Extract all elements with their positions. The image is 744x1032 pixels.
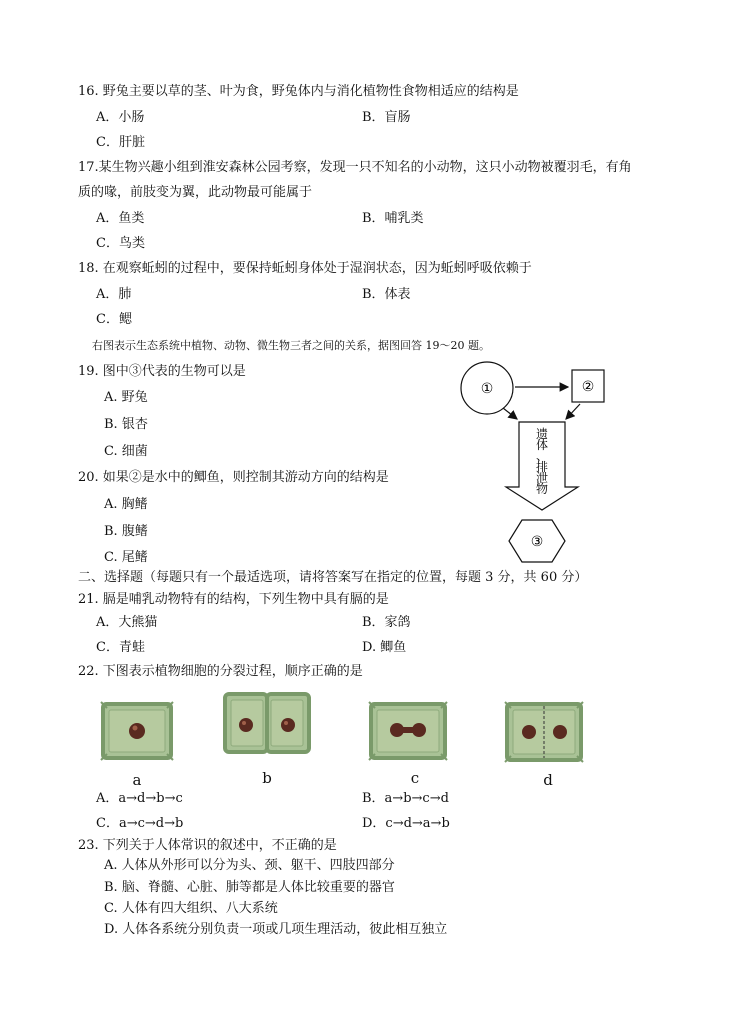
figure-note: 右图表示生态系统中植物、动物、微生物三者之间的关系，据图回答 19～20 题。 (92, 339, 490, 352)
q19-option-c[interactable]: C. 细菌 (104, 444, 148, 459)
node-1-label: ① (480, 381, 494, 397)
q20-option-b[interactable]: B. 腹鳍 (104, 524, 148, 539)
section-2-header: 二、选择题（每题只有一个最适选项，请将答案写在指定的位置，每题 3 分，共 60 分） (78, 570, 588, 585)
q23-option-c[interactable]: C. 人体有四大组织、八大系统 (104, 901, 278, 916)
block-arrow-label-char: 排 (535, 460, 549, 474)
q16-option-a[interactable]: A．小肠 (96, 110, 145, 125)
arrow-2-to-3 (566, 404, 580, 419)
q21-option-b[interactable]: B．家鸽 (362, 615, 411, 630)
q22-option-b[interactable]: B．a→b→c→d (362, 791, 449, 806)
ecosystem-diagram (455, 360, 605, 575)
q17-option-c[interactable]: C．鸟类 (96, 236, 145, 251)
arrow-1-to-3 (503, 408, 517, 419)
q19-option-a[interactable]: A. 野兔 (104, 390, 148, 405)
q23-stem: 23. 下列关于人体常识的叙述中，不正确的是 (78, 838, 337, 853)
q22-option-d[interactable]: D．c→d→a→b (362, 816, 450, 831)
q17-option-b[interactable]: B．哺乳类 (362, 211, 424, 226)
cell-label-a: a (132, 771, 142, 789)
q16-stem: 16. 野兔主要以草的茎、叶为食，野兔体内与消化植物性食物相适应的结构是 (78, 84, 519, 99)
block-arrow-label-char: 、 (535, 449, 549, 463)
q20-option-a[interactable]: A. 胸鳍 (104, 497, 148, 512)
block-arrow-label-char: 体 (535, 438, 549, 452)
q21-option-a[interactable]: A．大熊猫 (96, 615, 158, 630)
cell-label-b: b (262, 769, 272, 787)
q21-option-c[interactable]: C．青蛙 (96, 640, 145, 655)
cell-c (369, 702, 447, 760)
block-arrow-label-char: 遗 (535, 427, 549, 441)
q18-option-b[interactable]: B．体表 (362, 287, 411, 302)
cell-a (101, 702, 173, 760)
q17-option-a[interactable]: A．鱼类 (96, 211, 145, 226)
q23-option-d[interactable]: D. 人体各系统分别负责一项或几项生理活动，彼此相互独立 (104, 922, 448, 937)
q23-option-a[interactable]: A. 人体从外形可以分为头、颈、躯干、四肢四部分 (104, 858, 395, 873)
q16-option-c[interactable]: C．肝脏 (96, 135, 145, 150)
node-2-label: ② (581, 379, 595, 395)
q18-stem: 18. 在观察蚯蚓的过程中，要保持蚯蚓身体处于湿润状态，因为蚯蚓呼吸依赖于 (78, 261, 532, 276)
q21-option-d[interactable]: D. 鲫鱼 (362, 640, 407, 655)
q21-stem: 21. 膈是哺乳动物特有的结构，下列生物中具有膈的是 (78, 592, 389, 607)
q22-option-a[interactable]: A．a→d→b→c (96, 791, 183, 806)
q17-stem-line2: 质的喙，前肢变为翼，此动物最可能属于 (78, 185, 313, 200)
q18-option-a[interactable]: A．肺 (96, 287, 132, 302)
cell-label-d: d (543, 771, 553, 789)
block-arrow-label-char: 物 (535, 482, 549, 496)
block-arrow-label-char: 泄 (535, 471, 549, 485)
q20-stem: 20. 如果②是水中的鲫鱼，则控制其游动方向的结构是 (78, 470, 389, 485)
block-arrow-label (536, 426, 548, 496)
cell-division-figure (95, 688, 595, 793)
node-3-label: ③ (530, 534, 544, 550)
q17-stem-line1: 17.某生物兴趣小组到淮安森林公园考察，发现一只不知名的小动物，这只小动物被覆羽毛，有角 (78, 160, 632, 175)
ecosystem-diagram-svg (455, 360, 605, 575)
q20-option-c[interactable]: C. 尾鳍 (104, 550, 148, 565)
cell-label-c: c (410, 769, 420, 787)
q23-option-b[interactable]: B. 脑、脊髓、心脏、肺等都是人体比较重要的器官 (104, 880, 395, 895)
q18-option-c[interactable]: C．鳃 (96, 312, 132, 327)
cell-b (225, 694, 309, 752)
cell-division-svg (95, 688, 595, 768)
q19-option-b[interactable]: B. 银杏 (104, 417, 148, 432)
q22-stem: 22. 下图表示植物细胞的分裂过程，顺序正确的是 (78, 664, 363, 679)
q16-option-b[interactable]: B．盲肠 (362, 110, 411, 125)
q19-stem: 19. 图中③代表的生物可以是 (78, 364, 246, 379)
cell-d (505, 702, 583, 762)
q22-option-c[interactable]: C．a→c→d→b (96, 816, 184, 831)
